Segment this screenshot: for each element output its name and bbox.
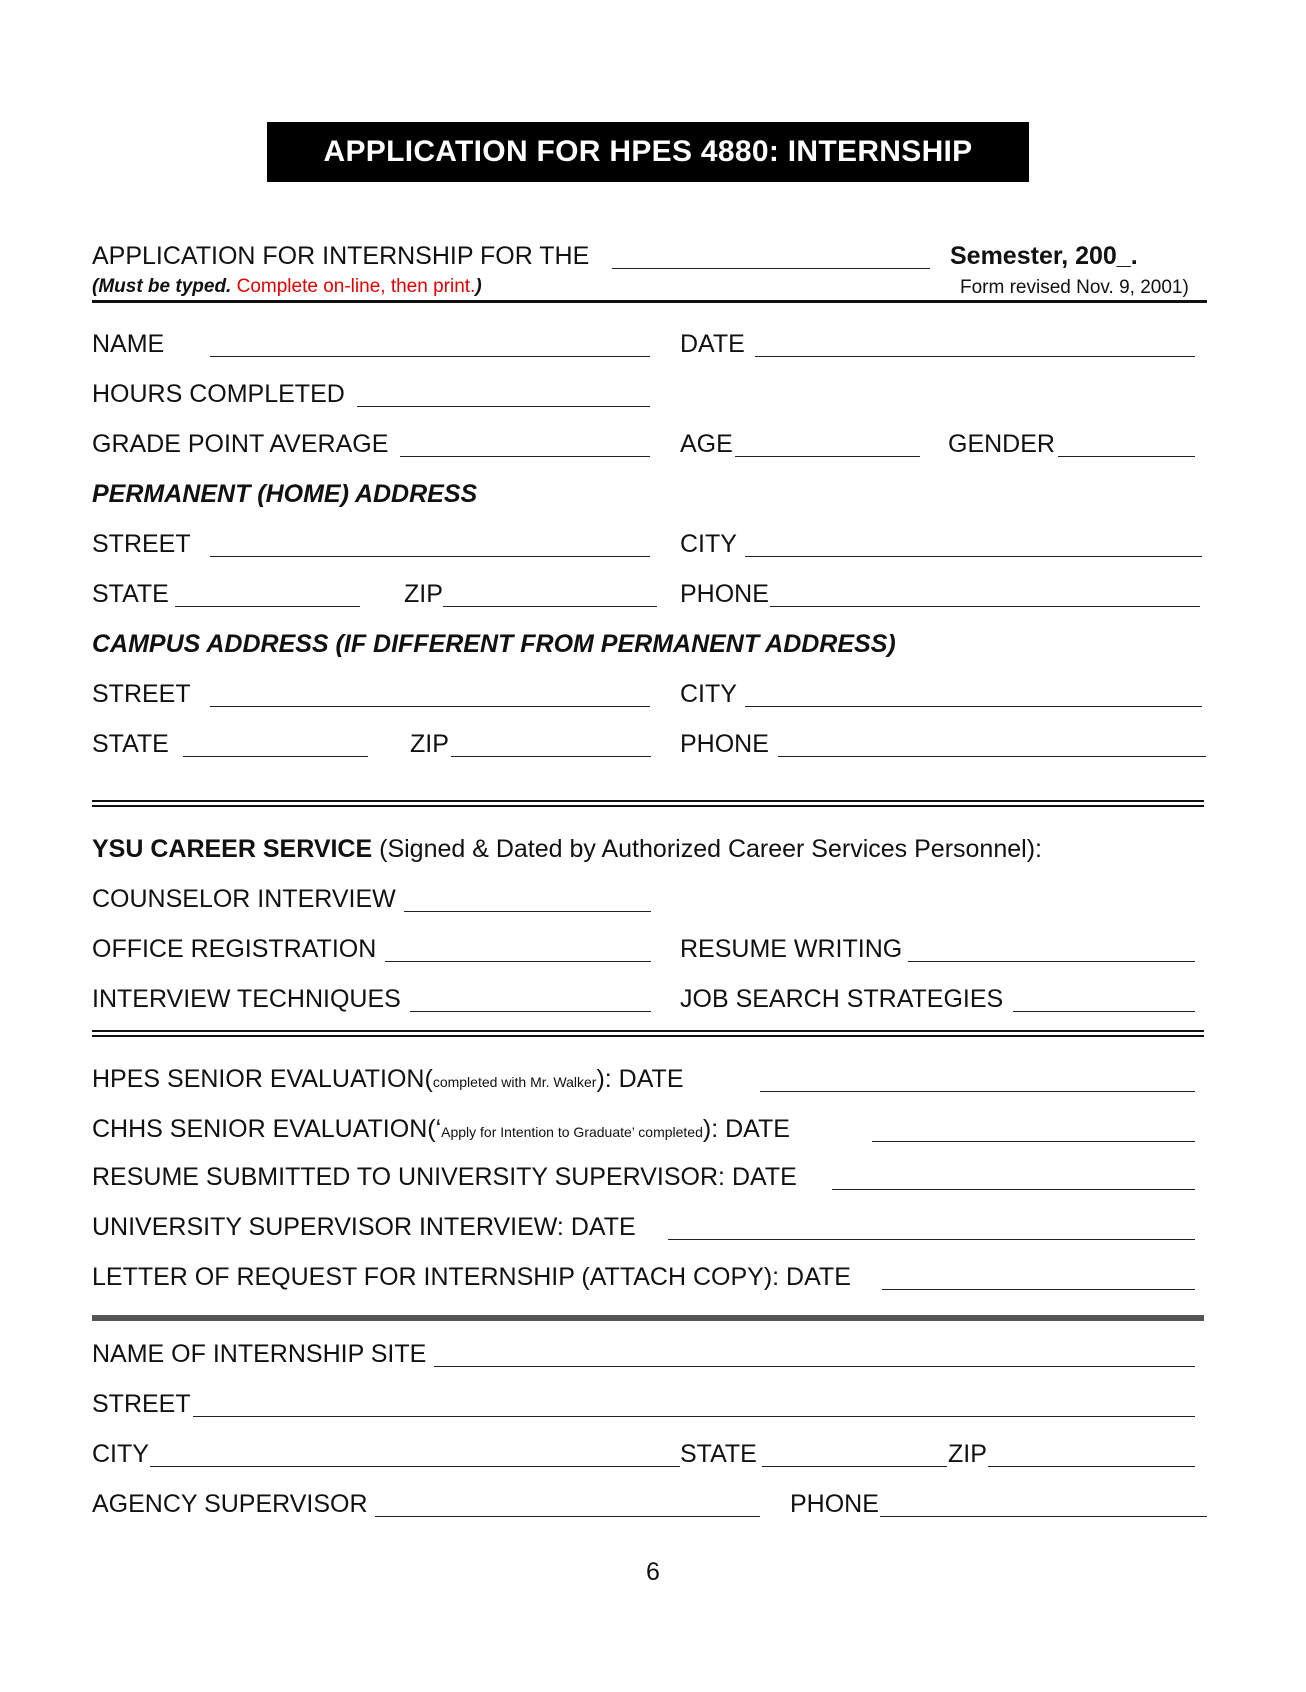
campus-phone-label: PHONE <box>680 730 769 758</box>
resume-writing-field[interactable] <box>908 961 1195 962</box>
name-label: NAME <box>92 330 165 358</box>
page-number: 6 <box>646 1558 660 1586</box>
campus-zip-label: ZIP <box>410 730 449 758</box>
permanent-city-label: CITY <box>680 530 737 558</box>
permanent-zip-field[interactable] <box>443 606 657 607</box>
office-registration-field[interactable] <box>385 961 651 962</box>
permanent-phone-label: PHONE <box>680 580 769 608</box>
gpa-field[interactable] <box>400 456 650 457</box>
section-divider-3 <box>92 1315 1204 1321</box>
campus-city-label: CITY <box>680 680 737 708</box>
campus-address-heading: CAMPUS ADDRESS (IF DIFFERENT FROM PERMANENT ADDRESS) <box>92 630 896 658</box>
header-divider <box>92 300 1207 303</box>
interview-techniques-label: INTERVIEW TECHNIQUES <box>92 985 401 1013</box>
chhs-evaluation-field[interactable] <box>872 1141 1195 1142</box>
campus-state-label: STATE <box>92 730 169 758</box>
job-search-label: JOB SEARCH STRATEGIES <box>680 985 1004 1013</box>
age-field[interactable] <box>735 456 920 457</box>
counselor-label: COUNSELOR INTERVIEW <box>92 885 396 913</box>
supervisor-interview-label: UNIVERSITY SUPERVISOR INTERVIEW: DATE <box>92 1213 636 1241</box>
resume-submitted-field[interactable] <box>832 1189 1195 1190</box>
chhs-evaluation-note: Apply for Intention to Graduate’ completed <box>441 1124 703 1140</box>
must-be-typed: (Must be typed. <box>92 276 232 297</box>
complete-online-note: Complete on-line, then print. <box>236 276 476 297</box>
form-title: APPLICATION FOR HPES 4880: INTERNSHIP <box>267 122 1029 182</box>
campus-street-field[interactable] <box>210 706 650 707</box>
site-street-field[interactable] <box>193 1416 1195 1417</box>
section-divider-1 <box>92 800 1204 807</box>
campus-state-field[interactable] <box>183 756 368 757</box>
letter-of-request-label: LETTER OF REQUEST FOR INTERNSHIP (ATTACH COPY): DATE <box>92 1263 851 1291</box>
office-registration-label: OFFICE REGISTRATION <box>92 935 377 963</box>
gpa-label: GRADE POINT AVERAGE <box>92 430 389 458</box>
site-street-label: STREET <box>92 1390 191 1418</box>
permanent-phone-field[interactable] <box>770 606 1200 607</box>
campus-city-field[interactable] <box>745 706 1202 707</box>
chhs-evaluation-date: ): DATE <box>702 1115 790 1143</box>
permanent-state-label: STATE <box>92 580 169 608</box>
apply-label: APPLICATION FOR INTERNSHIP FOR THE <box>92 242 590 270</box>
career-service-title: YSU CAREER SERVICE <box>92 835 373 863</box>
campus-phone-field[interactable] <box>778 756 1206 757</box>
section-divider-2 <box>92 1030 1204 1037</box>
permanent-state-field[interactable] <box>175 606 360 607</box>
site-state-label: STATE <box>680 1440 757 1468</box>
close-paren: ) <box>475 276 482 297</box>
site-city-label: CITY <box>92 1440 149 1468</box>
resume-writing-label: RESUME WRITING <box>680 935 903 963</box>
hpes-evaluation-label <box>92 1065 684 1094</box>
permanent-street-field[interactable] <box>210 556 650 557</box>
date-label: DATE <box>680 330 745 358</box>
semester-field[interactable] <box>612 268 930 269</box>
site-phone-field[interactable] <box>880 1516 1207 1517</box>
hpes-evaluation-field[interactable] <box>760 1091 1195 1092</box>
age-label: AGE <box>680 430 733 458</box>
semester-label: Semester, 200_. <box>950 242 1138 270</box>
hpes-evaluation-note: completed with Mr. Walker <box>432 1074 597 1090</box>
counselor-field[interactable] <box>404 911 651 912</box>
gender-label: GENDER <box>948 430 1055 458</box>
typing-note <box>92 276 482 298</box>
site-name-label: NAME OF INTERNSHIP SITE <box>92 1340 427 1368</box>
name-field[interactable] <box>210 356 650 357</box>
job-search-field[interactable] <box>1013 1011 1195 1012</box>
site-zip-label: ZIP <box>948 1440 987 1468</box>
site-zip-field[interactable] <box>988 1466 1195 1467</box>
site-name-field[interactable] <box>434 1366 1195 1367</box>
interview-techniques-field[interactable] <box>410 1011 651 1012</box>
site-phone-label: PHONE <box>790 1490 879 1518</box>
site-city-field[interactable] <box>150 1466 680 1467</box>
date-field[interactable] <box>755 356 1195 357</box>
campus-street-label: STREET <box>92 680 191 708</box>
campus-zip-field[interactable] <box>451 756 651 757</box>
career-service-heading <box>92 835 1042 864</box>
hpes-evaluation-text: HPES SENIOR EVALUATION( <box>92 1065 433 1093</box>
site-state-field[interactable] <box>762 1466 947 1467</box>
supervisor-interview-field[interactable] <box>668 1239 1195 1240</box>
hours-field[interactable] <box>357 406 650 407</box>
permanent-street-label: STREET <box>92 530 191 558</box>
resume-submitted-label: RESUME SUBMITTED TO UNIVERSITY SUPERVISOR: DATE <box>92 1163 797 1191</box>
chhs-evaluation-text: CHHS SENIOR EVALUATION(‘ <box>92 1115 442 1143</box>
permanent-zip-label: ZIP <box>404 580 443 608</box>
hours-label: HOURS COMPLETED <box>92 380 345 408</box>
form-revised: Form revised Nov. 9, 2001) <box>960 277 1189 298</box>
letter-of-request-field[interactable] <box>882 1289 1195 1290</box>
permanent-city-field[interactable] <box>745 556 1202 557</box>
permanent-address-heading: PERMANENT (HOME) ADDRESS <box>92 480 478 508</box>
chhs-evaluation-label <box>92 1115 790 1144</box>
agency-supervisor-label: AGENCY SUPERVISOR <box>92 1490 368 1518</box>
hpes-evaluation-date: ): DATE <box>596 1065 684 1093</box>
career-service-note: (Signed & Dated by Authorized Career Services Personnel): <box>372 835 1042 863</box>
gender-field[interactable] <box>1058 456 1195 457</box>
agency-supervisor-field[interactable] <box>375 1516 760 1517</box>
